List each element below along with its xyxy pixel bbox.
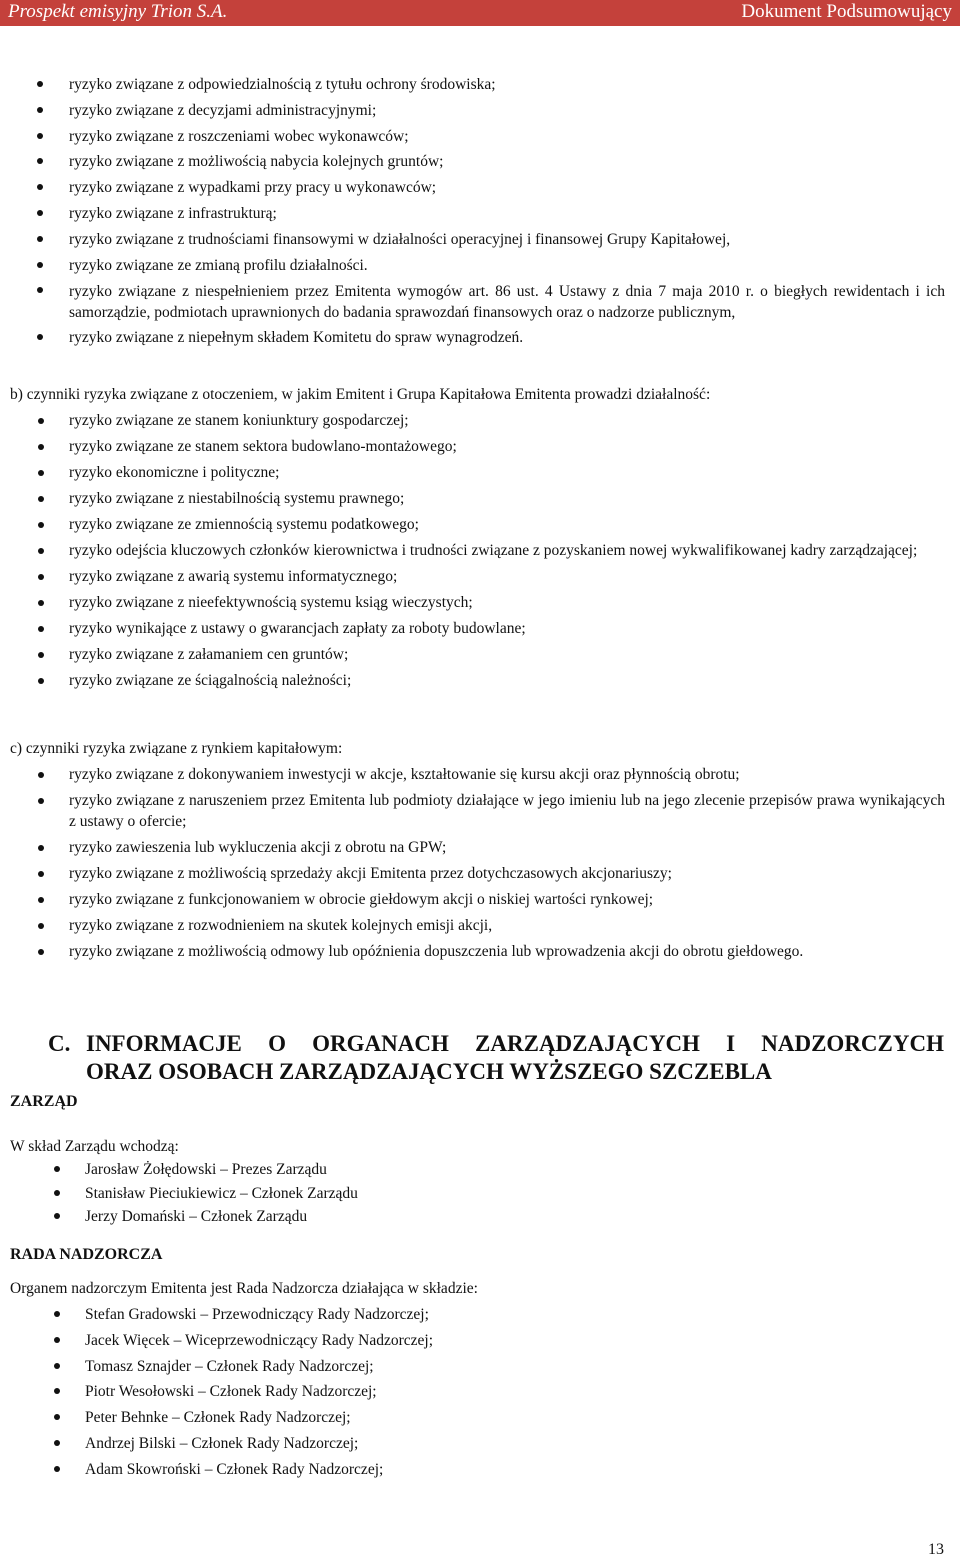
- list-item: ryzyko związane z niespełnieniem przez Emitenta wymogów art. 86 ust. 4 Ustawy z dnia 7 maja 2010 r. o biegłych rewidentach i ich samorządzie, podmiotach uprawnionych do badania sprawozdań finansowych oraz o nadzorze publicznym,: [69, 278, 945, 323]
- list-item: ryzyko związane z nieefektywnością systemu ksiąg wieczystych;: [69, 592, 945, 613]
- rada-members-list: [85, 1302, 433, 1483]
- risk-list-operational: [69, 72, 945, 351]
- list-item: ryzyko wynikające z ustawy o gwarancjach zapłaty za roboty budowlane;: [69, 618, 945, 639]
- list-item: ryzyko związane z niestabilnością systemu prawnego;: [69, 488, 945, 509]
- list-item: ryzyko związane z awarią systemu informatycznego;: [69, 566, 945, 587]
- list-item: ryzyko związane ze ściągalnością należności;: [69, 670, 945, 691]
- page-number: 13: [928, 1541, 944, 1558]
- zarzad-members-list: [85, 1158, 358, 1229]
- list-item: ryzyko ekonomiczne i polityczne;: [69, 462, 945, 483]
- paragraph-c: c) czynniki ryzyka związane z rynkiem kapitałowym:: [10, 740, 343, 757]
- page-header: [0, 0, 960, 26]
- rada-heading: RADA NADZORCZA: [10, 1246, 163, 1263]
- risk-list-environment: [69, 410, 945, 696]
- zarzad-intro: W skład Zarządu wchodzą:: [10, 1138, 179, 1155]
- header-document-title: Prospekt emisyjny Trion S.A.: [8, 1, 228, 22]
- list-item: ryzyko związane z trudnościami finansowymi w działalności operacyjnej i finansowej Grupy Kapitałowej,: [69, 227, 945, 253]
- list-item: ryzyko związane z decyzjami administracyjnymi;: [69, 98, 945, 124]
- risk-list-capital-market: [69, 764, 945, 967]
- list-item: Peter Behnke – Członek Rady Nadzorczej;: [85, 1405, 433, 1431]
- section-number: C.: [48, 1031, 71, 1056]
- list-item: ryzyko związane z funkcjonowaniem w obrocie giełdowym akcji o niskiej wartości rynkowej;: [69, 889, 945, 910]
- list-item: ryzyko związane ze zmianą profilu działalności.: [69, 253, 945, 279]
- rada-intro: Organem nadzorczym Emitenta jest Rada Nadzorcza działająca w składzie:: [10, 1280, 478, 1297]
- list-item: ryzyko związane z możliwością nabycia kolejnych gruntów;: [69, 149, 945, 175]
- list-item: Jarosław Żołędowski – Prezes Zarządu: [85, 1158, 358, 1182]
- list-item: Tomasz Sznajder – Członek Rady Nadzorczej;: [85, 1354, 433, 1380]
- list-item: ryzyko związane z odpowiedzialnością z tytułu ochrony środowiska;: [69, 72, 945, 98]
- list-item: ryzyko związane z infrastrukturą;: [69, 201, 945, 227]
- list-item: Stanisław Pieciukiewicz – Członek Zarządu: [85, 1182, 358, 1206]
- list-item: Stefan Gradowski – Przewodniczący Rady Nadzorczej;: [85, 1302, 433, 1328]
- list-item: ryzyko związane z niepełnym składem Komitetu do spraw wynagrodzeń.: [69, 325, 945, 351]
- list-item: ryzyko zawieszenia lub wykluczenia akcji z obrotu na GPW;: [69, 837, 945, 858]
- section-title-line1: INFORMACJE O ORGANACH ZARZĄDZAJĄCYCH I NADZORCZYCH: [86, 1031, 944, 1056]
- list-item: Jerzy Domański – Członek Zarządu: [85, 1205, 358, 1229]
- list-item: ryzyko związane z wypadkami przy pracy u wykonawców;: [69, 175, 945, 201]
- list-item: Jacek Więcek – Wiceprzewodniczący Rady Nadzorczej;: [85, 1328, 433, 1354]
- section-title-line2: ORAZ OSOBACH ZARZĄDZAJĄCYCH WYŻSZEGO SZCZEBLA: [86, 1059, 772, 1084]
- list-item: ryzyko związane z naruszeniem przez Emitenta lub podmioty działające w jego imieniu lub na jego zlecenie przepisów prawa wynikających z ustawy o ofercie;: [69, 792, 945, 830]
- paragraph-b: b) czynniki ryzyka związane z otoczeniem, w jakim Emitent i Grupa Kapitałowa Emitenta prowadzi działalność:: [10, 386, 711, 403]
- list-item: ryzyko związane ze stanem koniunktury gospodarczej;: [69, 410, 945, 431]
- list-item: ryzyko związane z możliwością sprzedaży akcji Emitenta przez dotychczasowych akcjonariuszy;: [69, 863, 945, 884]
- list-item: ryzyko związane z rozwodnieniem na skutek kolejnych emisji akcji,: [69, 915, 945, 936]
- header-document-type: Dokument Podsumowujący: [741, 1, 952, 22]
- list-item: ryzyko związane z roszczeniami wobec wykonawców;: [69, 124, 945, 150]
- list-item: ryzyko związane z załamaniem cen gruntów;: [69, 644, 945, 665]
- list-item: ryzyko związane z możliwością odmowy lub opóźnienia dopuszczenia lub wprowadzenia akcji do obrotu giełdowego.: [69, 941, 945, 962]
- list-item: ryzyko związane ze zmiennością systemu podatkowego;: [69, 514, 945, 535]
- list-item: ryzyko odejścia kluczowych członków kierownictwa i trudności związane z pozyskaniem nowej wykwalifikowanej kadry zarządzającej;: [69, 540, 945, 561]
- list-item: ryzyko związane z dokonywaniem inwestycji w akcje, kształtowanie się kursu akcji oraz płynnością obrotu;: [69, 764, 945, 785]
- list-item: Piotr Wesołowski – Członek Rady Nadzorczej;: [85, 1379, 433, 1405]
- list-item: ryzyko związane ze stanem sektora budowlano-montażowego;: [69, 436, 945, 457]
- list-item: Andrzej Bilski – Członek Rady Nadzorczej;: [85, 1431, 433, 1457]
- list-item: Adam Skowroński – Członek Rady Nadzorczej;: [85, 1457, 433, 1483]
- zarzad-heading: ZARZĄD: [10, 1093, 78, 1110]
